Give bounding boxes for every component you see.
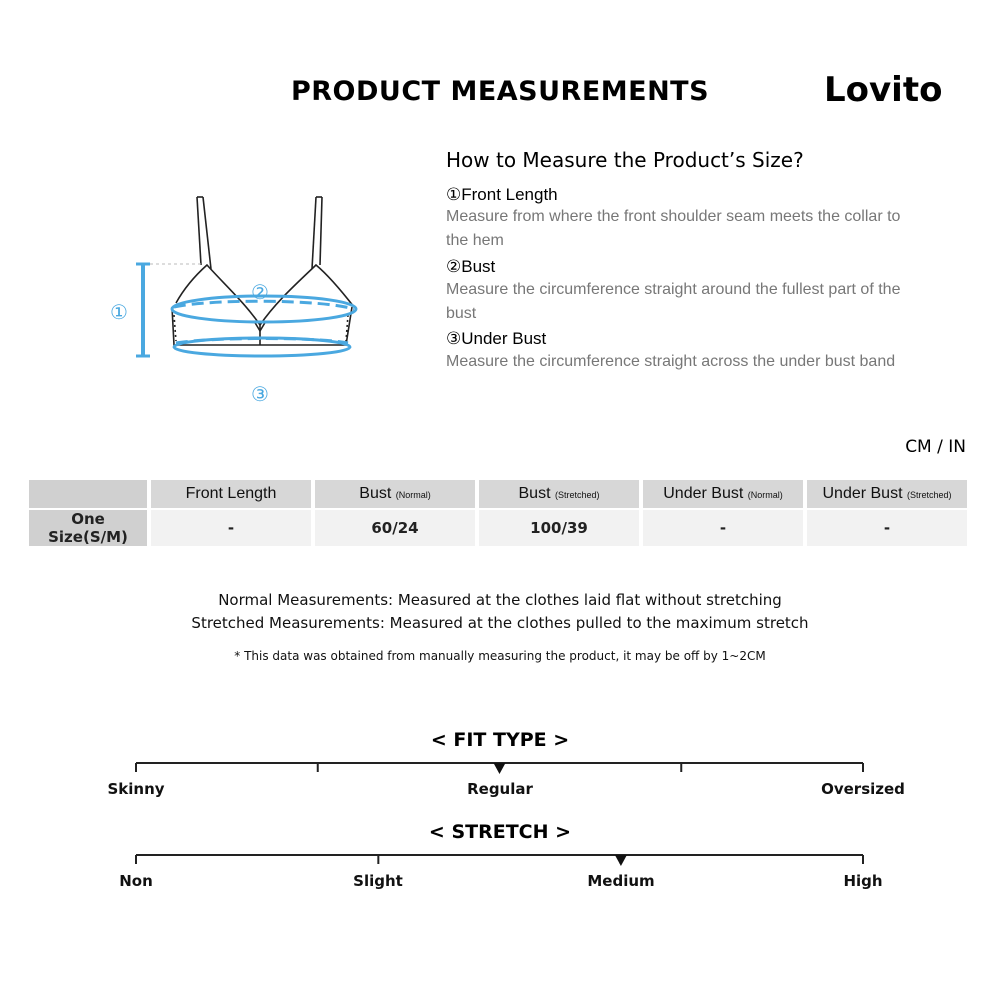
unit-label: CM / IN: [905, 437, 966, 457]
stretch-label-high: High: [843, 872, 883, 890]
stretch-label-non: Non: [119, 872, 153, 890]
fit-type-label-skinny: Skinny: [107, 780, 165, 798]
stretch-indicator: [615, 855, 627, 866]
guide-heading: How to Measure the Product’s Size?: [446, 148, 804, 172]
stretch-label-slight: Slight: [353, 872, 403, 890]
column-header: Under Bust (Stretched): [807, 480, 967, 508]
value-cell: -: [151, 510, 311, 546]
table-header-row: [29, 480, 967, 508]
brand-logo: Lovito: [824, 70, 943, 110]
table-corner-cell: [29, 480, 147, 508]
table-row: [29, 510, 967, 546]
note-normal: Normal Measurements: Measured at the clothes laid flat without stretching: [218, 591, 782, 609]
column-header: Bust (Stretched): [479, 480, 639, 508]
column-header: Bust (Normal): [315, 480, 475, 508]
stretch-scale: [0, 847, 1000, 869]
guide-item-front-length-label: ①Front Length: [446, 185, 558, 204]
guide-item-front-length-desc: Measure from where the front shoulder seam meets the collar to the hem: [446, 208, 901, 249]
note-disclaimer: * This data was obtained from manually measuring the product, it may be off by 1~2CM: [234, 649, 766, 663]
marker-front-length: ①: [110, 300, 128, 324]
value-cell: -: [643, 510, 803, 546]
size-cell: One Size(S/M): [29, 510, 147, 546]
value-cell: 60/24: [315, 510, 475, 546]
guide-item-under-bust-desc: Measure the circumference straight across the under bust band: [446, 353, 896, 370]
column-header: Under Bust (Normal): [643, 480, 803, 508]
fit-type-label-oversized: Oversized: [821, 780, 905, 798]
guide-item-bust-desc: Measure the circumference straight around the fullest part of the bust: [446, 281, 901, 322]
marker-bust: ②: [251, 280, 269, 304]
value-cell: -: [807, 510, 967, 546]
fit-type-label-regular: Regular: [467, 780, 533, 798]
fit-type-indicator: [494, 763, 506, 774]
marker-under-bust: ③: [251, 382, 269, 406]
measure-lines: [136, 264, 356, 356]
guide-item-bust-label: ②Bust: [446, 257, 496, 276]
page-title: PRODUCT MEASUREMENTS: [290, 76, 710, 107]
value-cell: 100/39: [479, 510, 639, 546]
note-stretched: Stretched Measurements: Measured at the clothes pulled to the maximum stretch: [191, 614, 809, 632]
fit-type-title: < FIT TYPE >: [430, 729, 570, 751]
stretch-title: < STRETCH >: [428, 821, 572, 843]
column-header: Front Length: [151, 480, 311, 508]
stretch-label-medium: Medium: [587, 872, 655, 890]
guide-item-under-bust-label: ③Under Bust: [446, 329, 547, 348]
fit-type-scale: [0, 755, 1000, 777]
size-table: [25, 478, 971, 548]
bra-measurement-diagram: [90, 185, 390, 415]
